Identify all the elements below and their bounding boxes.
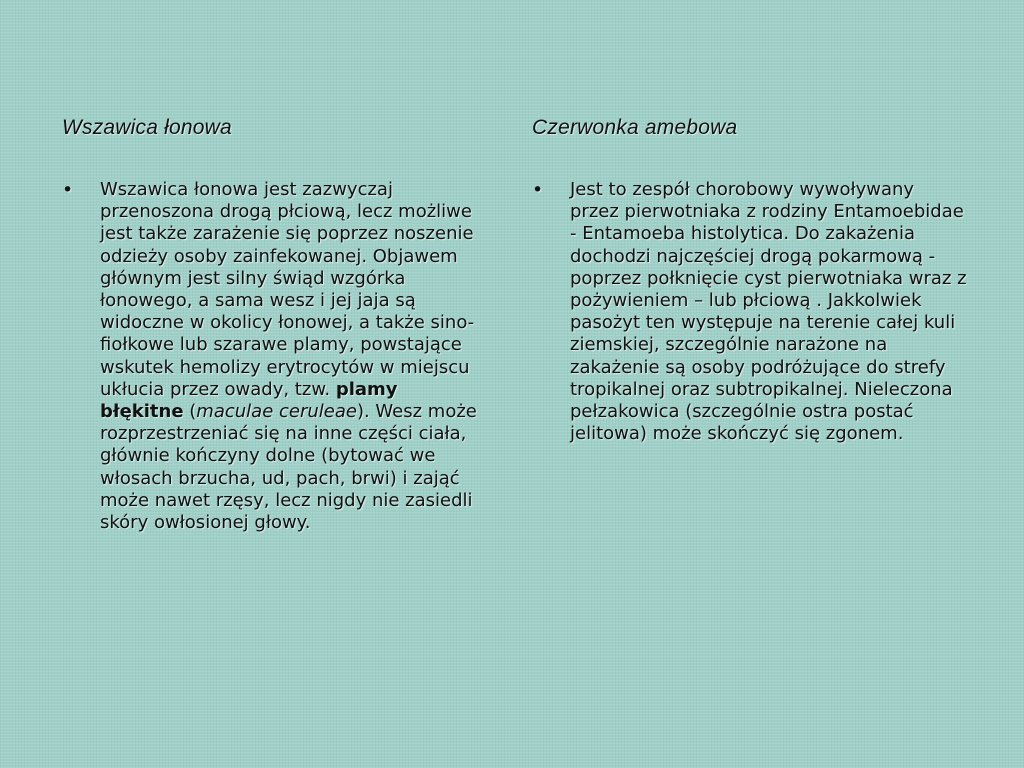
right-column-heading: Czerwonka amebowa bbox=[532, 116, 738, 139]
left-text-part-1: Wszawica łonowa jest zazwyczaj przenoszona drogą płciową, lecz możliwe jest także zarażenie się poprzez noszenie odzieży osoby zainfekowanej. Objawem głównym jest silny świąd wzgórka łonowego, a sama wesz i jej jaja są widoczne w okolicy łonowej, a także sino-fiołkowe lub szarawe plamy, powstające wskutek hemolizy erytrocytów w miejscu ukłucia przez owady, tzw. bbox=[100, 179, 475, 400]
bullet-icon: • bbox=[532, 179, 544, 201]
left-bullet-text bbox=[100, 179, 484, 534]
italic-term-maculae-ceruleae: maculae ceruleae bbox=[196, 401, 357, 423]
right-bullet-item bbox=[532, 179, 972, 445]
left-bullet-item bbox=[62, 179, 502, 534]
paren-open: ( bbox=[183, 401, 197, 423]
right-bullet-text: Jest to zespół chorobowy wywoływany przez pierwotniaka z rodziny Entamoebidae - Entamoeba histolytica. Do zakażenia dochodzi najczęściej drogą pokarmową - poprzez połknięcie cyst pierwotniaka wraz z pożywieniem – lub płciową . Jakkolwiek pasożyt ten występuje na terenie całej kuli ziemskiej, szczególnie narażone na zakażenie są osoby podróżujące do strefy tropikalnej oraz subtropikalnej. Nieleczona pełzakowica (szczególnie ostra postać jelitowa) może skończyć się zgonem. bbox=[570, 179, 967, 445]
bullet-icon: • bbox=[62, 179, 74, 201]
left-column-heading: Wszawica łonowa bbox=[62, 116, 232, 139]
left-text-part-2: ). Wesz może rozprzestrzeniać się na inne części ciała, głównie kończyny dolne (bytować we włosach brzucha, ud, pach, brwi) i zająć może nawet rzęsy, lecz nigdy nie zasiedli skóry owłosionej głowy. bbox=[100, 401, 477, 534]
bold-term-plamy-blekitne: plamy błękitne bbox=[100, 378, 398, 423]
